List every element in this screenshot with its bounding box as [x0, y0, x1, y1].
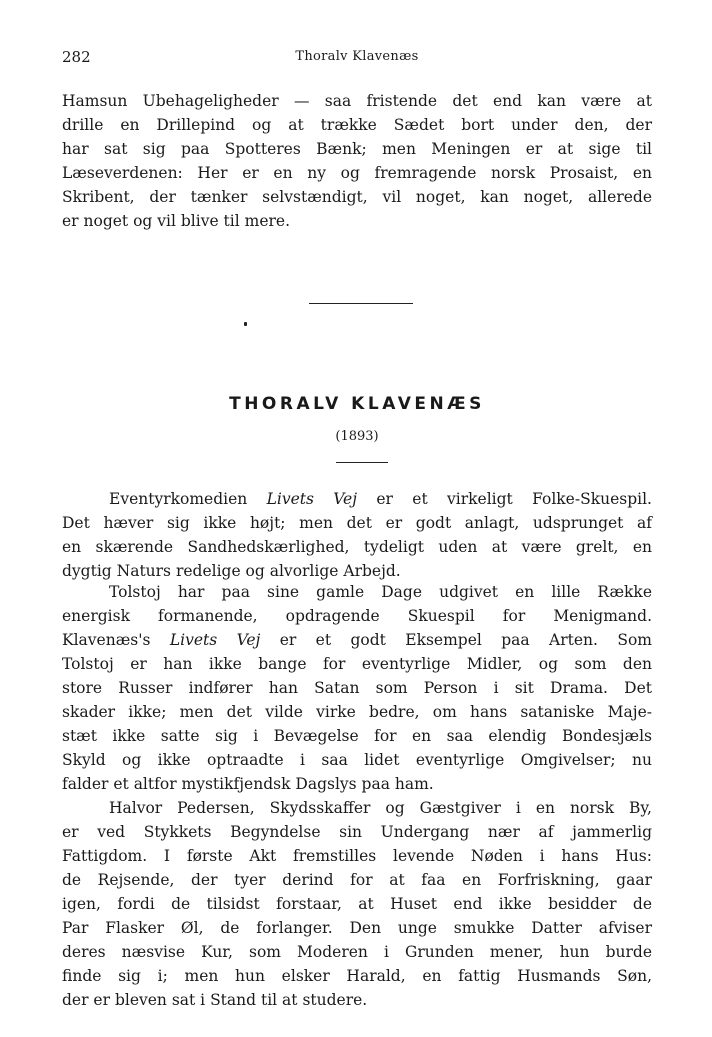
section-divider	[309, 303, 413, 304]
text-line: Tolstoj er han ikke bange for eventyrlige Midler, og som den	[62, 655, 652, 673]
page-header	[62, 48, 652, 70]
text-line: er ved Stykkets Begyndelse sin Undergang nær af jammerlig	[62, 823, 652, 841]
text-run: Klavenæs's	[62, 631, 151, 649]
text-line: energisk formanende, opdragende Skuespil for Menigmand.	[62, 607, 652, 625]
text-run: Eventyrkomedien	[109, 490, 248, 508]
text-line: store Russer indfører han Satan som Person i sit Drama. Det	[62, 679, 652, 697]
text-line: der er bleven sat i Stand til at studere.	[62, 991, 368, 1009]
text-line: Læseverdenen: Her er en ny og fremragende norsk Prosaist, en	[62, 164, 652, 182]
text-line: finde sig i; men hun elsker Harald, en fattig Husmands Søn,	[62, 967, 652, 985]
text-line: skader ikke; men det vilde virke bedre, om hans sataniske Maje-	[62, 703, 652, 721]
text-line: Par Flasker Øl, de forlanger. Den unge smukke Datter afviser	[62, 919, 652, 937]
play-title: Livets Vej	[169, 631, 261, 649]
text-line: Det hæver sig ikke højt; men det er godt anlagt, udsprunget af	[62, 514, 652, 532]
text-line: Halvor Pedersen, Skydsskaffer og Gæstgiver i en norsk By,	[109, 799, 652, 817]
title-divider	[336, 462, 388, 463]
text-line: Skribent, der tænker selvstændigt, vil noget, kan noget, allerede	[62, 188, 652, 206]
article-title: THORALV KLAVENÆS	[229, 394, 485, 414]
text-line: er noget og vil blive til mere.	[62, 212, 290, 230]
text-line: Fattigdom. I første Akt fremstilles levende Nøden i hans Hus:	[62, 847, 652, 865]
text-line: Tolstoj har paa sine gamle Dage udgivet en lille Række	[109, 583, 652, 601]
text-run: er et virkeligt Folke-Skuespil.	[376, 490, 652, 508]
text-line: Hamsun Ubehageligheder — saa fristende det end kan være at	[62, 92, 652, 110]
text-line: igen, fordi de tilsidst forstaar, at Huset end ikke besidder de	[62, 895, 652, 913]
text-line: dygtig Naturs redelige og alvorlige Arbejd.	[62, 562, 401, 580]
text-line: en skærende Sandhedskærlighed, tydeligt uden at være grelt, en	[62, 538, 652, 556]
ink-speck	[244, 322, 247, 326]
text-line: drille en Drillepind og at trække Sædet bort under den, der	[62, 116, 652, 134]
page-number: 282	[62, 48, 91, 66]
text-line: Skyld og ikke optraadte i saa lidet eventyrlige Omgivelser; nu	[62, 751, 652, 769]
text-line	[62, 487, 652, 511]
play-title: Livets Vej	[266, 490, 358, 508]
text-line: de Rejsende, der tyer derind for at faa en Forfriskning, gaar	[62, 871, 652, 889]
article-year: (1893)	[335, 429, 379, 444]
running-head: Thoralv Klavenæs	[295, 49, 419, 64]
text-line: har sat sig paa Spotteres Bænk; men Meningen er at sige til	[62, 140, 652, 158]
text-line	[62, 628, 652, 652]
text-line: deres næsvise Kur, som Moderen i Grunden mener, hun burde	[62, 943, 652, 961]
text-line: falder et altfor mystikfjendsk Dagslys paa ham.	[62, 775, 434, 793]
text-line: stæt ikke satte sig i Bevægelse for en saa elendig Bondesjæls	[62, 727, 652, 745]
text-run: er et godt Eksempel paa Arten. Som	[279, 631, 652, 649]
